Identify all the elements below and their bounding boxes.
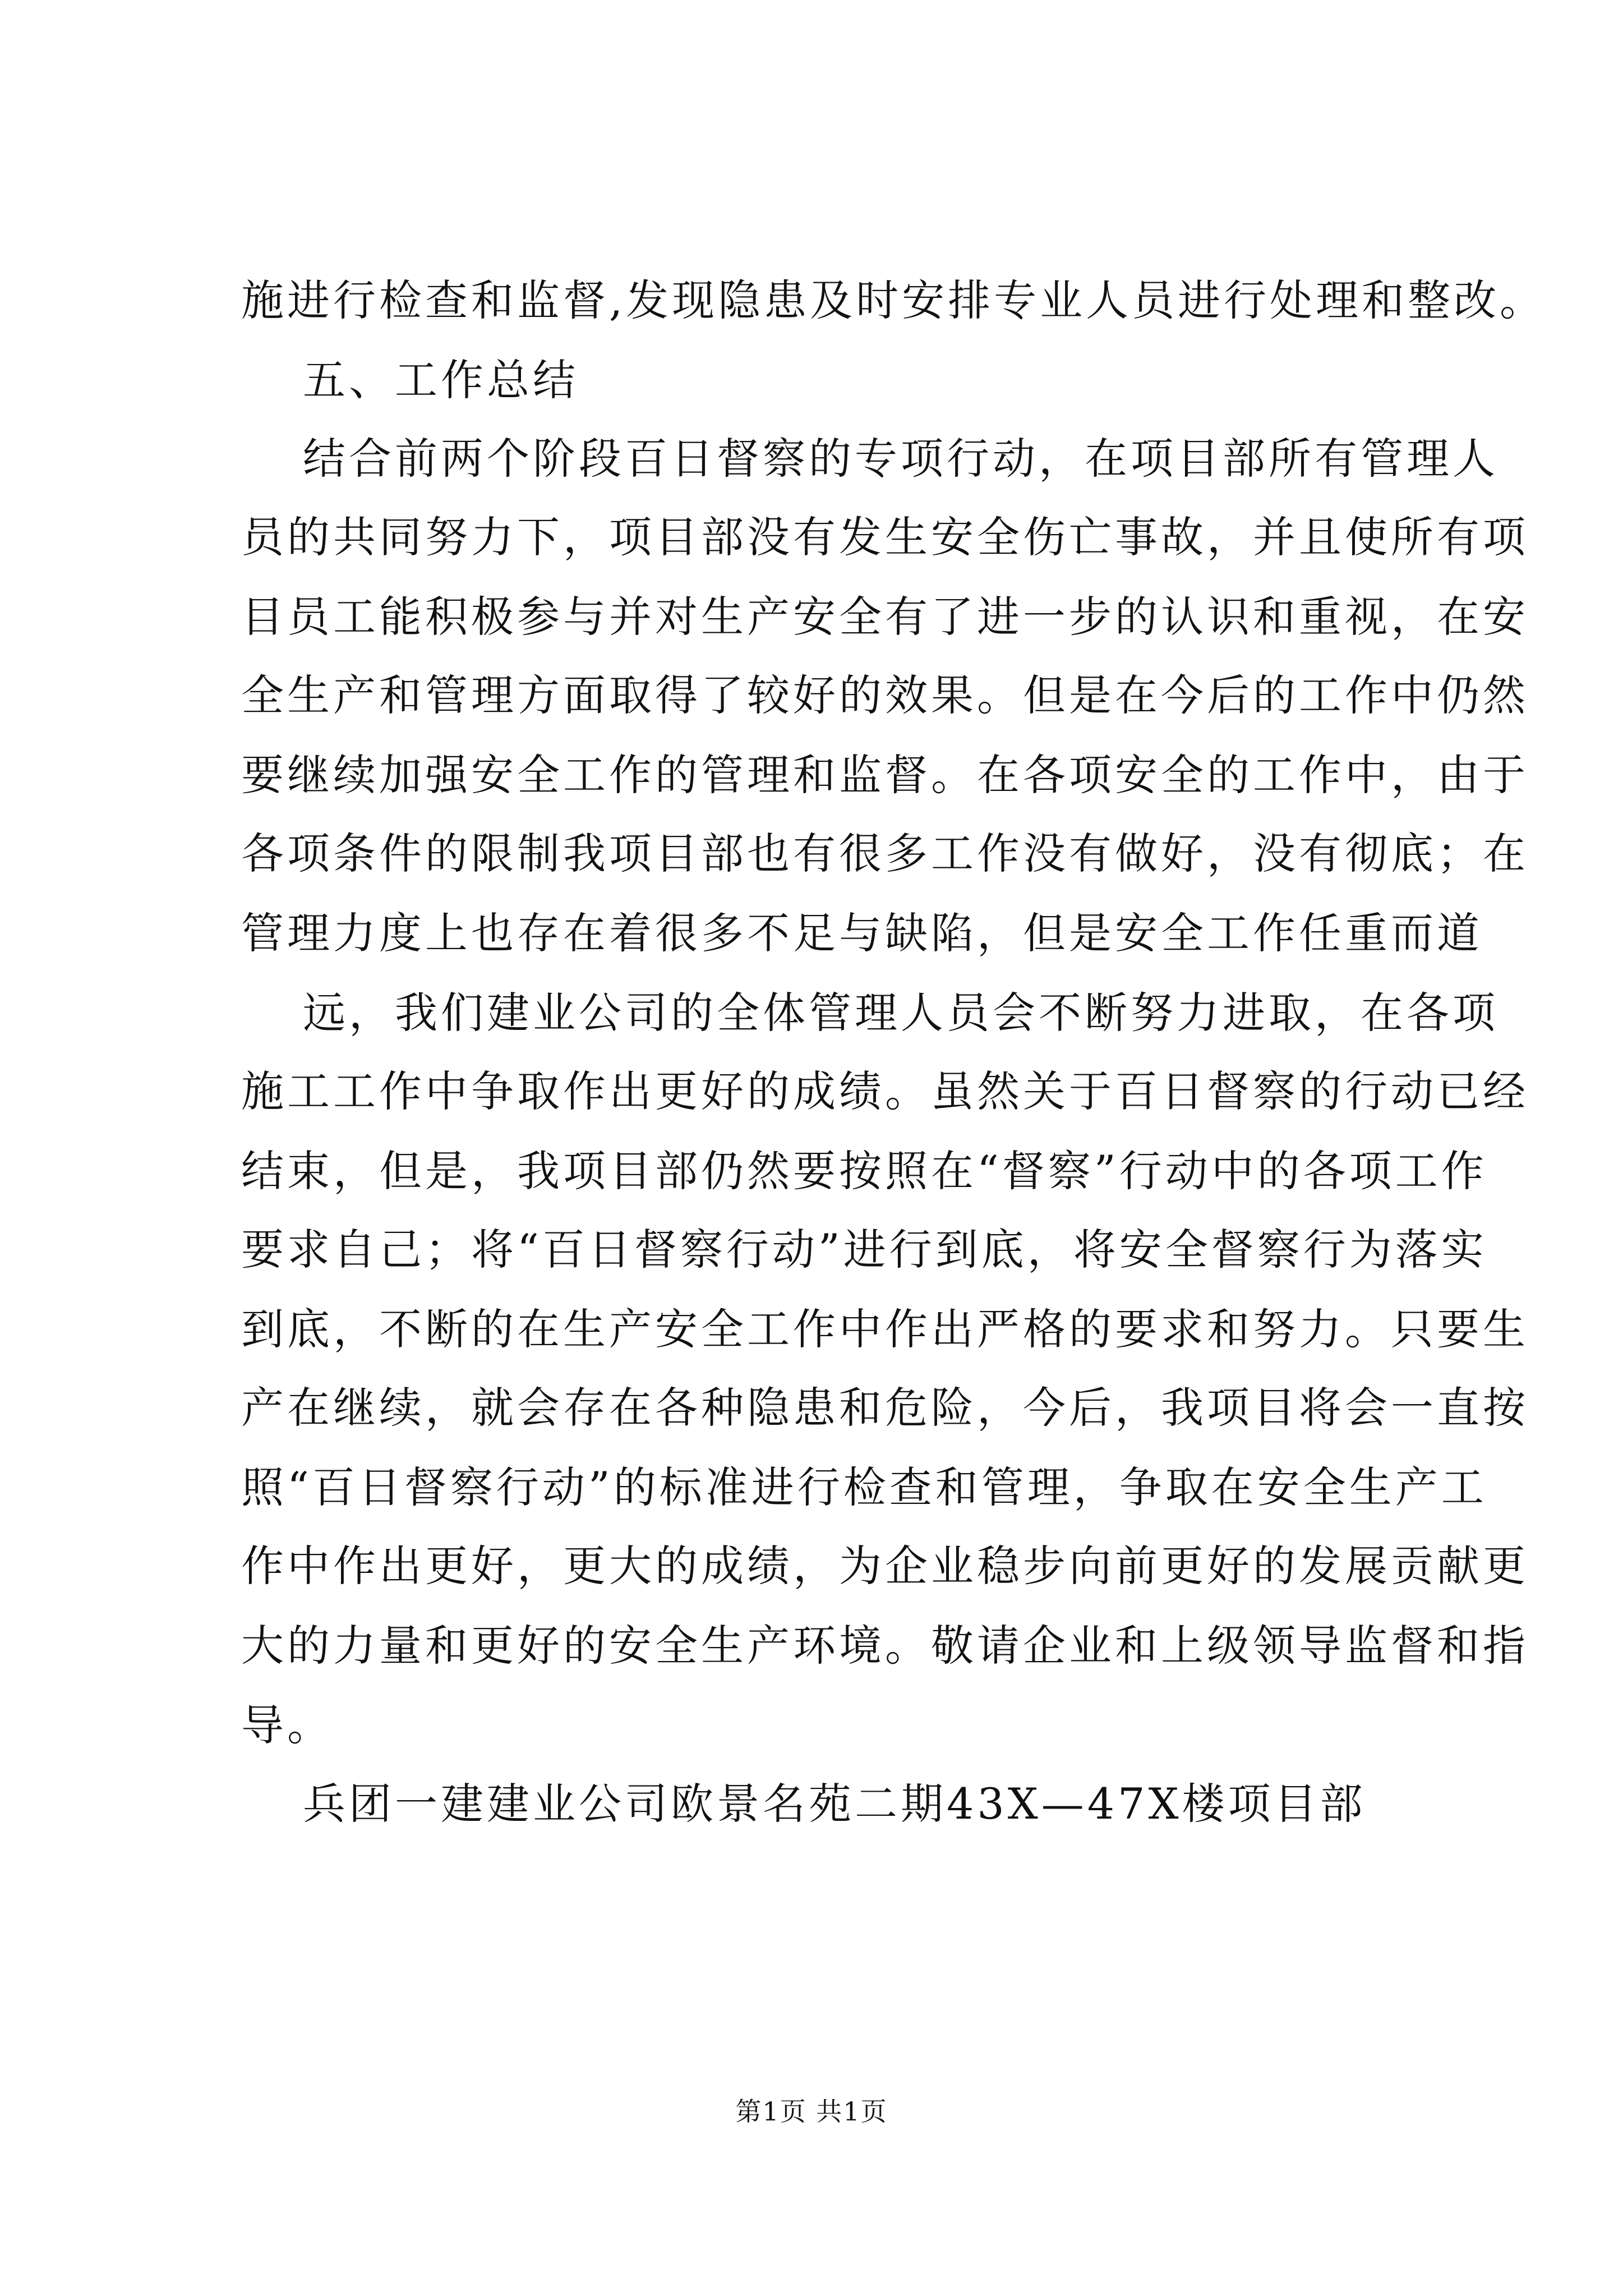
paragraph-2-line-9: 大的力量和更好的安全生产环境。敬请企业和上级领导监督和指 (241, 1621, 1529, 1671)
paragraph-1-line-6: 各项条件的限制我项目部也有很多工作没有做好，没有彻底；在 (241, 829, 1529, 878)
paragraph-2-line-5: 到底，不断的在生产安全工作中作出严格的要求和努力。只要生 (241, 1304, 1529, 1354)
section-heading: 五、工作总结 (303, 355, 579, 405)
body-line-1: 施进行检查和监督,发现隐患及时安排专业人员进行处理和整改。 (241, 275, 1546, 325)
signature-line: 兵团一建建业公司欧景名苑二期43X—47X楼项目部 (303, 1779, 1366, 1829)
paragraph-1-line-4: 全生产和管理方面取得了较好的效果。但是在今后的工作中仍然 (241, 670, 1529, 720)
paragraph-2-line-8: 作中作出更好，更大的成绩，为企业稳步向前更好的发展贡献更 (241, 1541, 1529, 1591)
paragraph-1-line-3: 目员工能积极参与并对生产安全有了进一步的认识和重视，在安 (241, 592, 1529, 642)
paragraph-1-line-2: 员的共同努力下，项目部没有发生安全伤亡事故，并且使所有项 (241, 512, 1529, 562)
paragraph-2-line-6: 产在继续，就会存在各种隐患和危险，今后，我项目将会一直按 (241, 1383, 1529, 1433)
paragraph-1-line-7: 管理力度上也存在着很多不足与缺陷，但是安全工作任重而道 (241, 908, 1483, 958)
paragraph-2-line-7: 照“百日督察行动”的标准进行检查和管理，争取在安全生产工 (241, 1462, 1487, 1512)
paragraph-1-line-5: 要继续加强安全工作的管理和监督。在各项安全的工作中，由于 (241, 750, 1529, 800)
paragraph-2-line-3: 结束，但是，我项目部仍然要按照在“督察”行动中的各项工作 (241, 1146, 1487, 1196)
paragraph-2-line-1: 远，我们建业公司的全体管理人员会不断努力进取，在各项 (303, 988, 1498, 1038)
paragraph-2-line-4: 要求自己；将“百日督察行动”进行到底，将安全督察行为落实 (241, 1225, 1487, 1274)
page-footer: 第1页 共1页 (735, 2096, 888, 2127)
paragraph-1-line-1: 结合前两个阶段百日督察的专项行动，在项目部所有管理人 (303, 434, 1498, 484)
paragraph-2-line-2: 施工工作中争取作出更好的成绩。虽然关于百日督察的行动已经 (241, 1066, 1529, 1116)
paragraph-2-line-10: 导。 (241, 1700, 333, 1750)
